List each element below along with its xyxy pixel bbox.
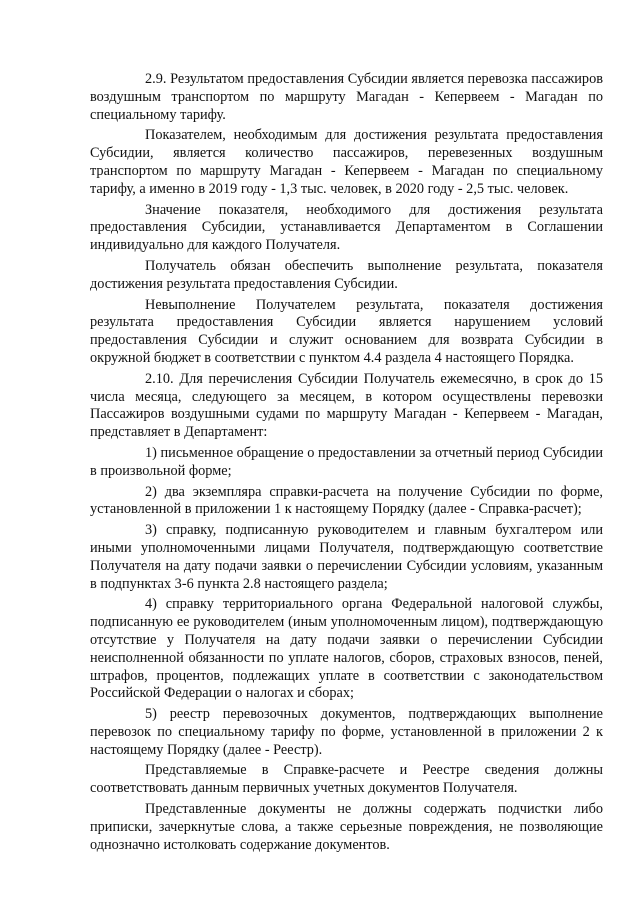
paragraph-data-consistency: Представляемые в Справке-расчете и Реестре сведения должны соответствовать данным первичных учетных документов Получателя. [90,762,603,797]
paragraph-no-corrections: Представленные документы не должны содержать подчистки либо приписки, зачеркнутые слова, а также серьезные повреждения, не позволяющие однозначно истолковать содержание документов. [90,801,603,853]
paragraph-recipient-obligation: Получатель обязан обеспечить выполнение результата, показателя достижения результата предоставления Субсидии. [90,257,603,292]
paragraph-2-10: 2.10. Для перечисления Субсидии Получатель ежемесячно, в срок до 15 числа месяца, следующего за месяцем, в котором осуществлены перевозки Пассажиров воздушными судами по маршруту Магадан - Кепервеем - Магадан, представляет в Департамент: [90,370,603,441]
document-body [90,71,603,854]
list-item-3: 3) справку, подписанную руководителем и главным бухгалтером или иными уполномоченными лицами Получателя, подтверждающую соответствие Получателя на дату подачи заявки о перечислении Субсидии условиям, указанным в подпунктах 3-6 пункта 2.8 настоящего раздела; [90,522,603,592]
paragraph-non-fulfillment: Невыполнение Получателем результата, показателя достижения результата предоставления Субсидии является нарушением условий предоставления Субсидии и служит основанием для возврата Субсидии в окружной бюджет в соответствии с пунктом 4.4 раздела 4 настоящего Порядка. [90,296,603,366]
list-item-5: 5) реестр перевозочных документов, подтверждающих выполнение перевозок по специальному тарифу по форме, установленной в приложении 2 к настоящему Порядку (далее - Реестр). [90,706,603,758]
list-item-4: 4) справку территориального органа Федеральной налоговой службы, подписанную ее руководителем (иным уполномоченным лицом), подтверждающую отсутствие у Получателя на дату подачи заявки о перечислении Субсидии неисполненной обязанности по уплате налогов, сборов, страховых взносов, пеней, штрафов, процентов, подлежащих уплате в соответствии с законодательством Российской Федерации о налогах и сборах; [90,596,603,702]
paragraph-2-9: 2.9. Результатом предоставления Субсидии является перевозка пассажиров воздушным транспортом по маршруту Магадан - Кепервеем - Магадан по специальному тарифу. [90,71,603,123]
list-item-2: 2) два экземпляра справки-расчета на получение Субсидии по форме, установленной в приложении 1 к настоящему Порядку (далее - Справка-расчет); [90,483,603,518]
paragraph-indicator: Показателем, необходимым для достижения результата предоставления Субсидии, является количество пассажиров, перевезенных воздушным транспортом по маршруту Магадан - Кепервеем - Магадан по специальному тарифу, а именно в 2019 году - 1,3 тыс. человек, в 2020 году - 2,5 тыс. человек. [90,127,603,197]
paragraph-indicator-value: Значение показателя, необходимого для достижения результата предоставления Субсидии, устанавливается Департаментом в Соглашении индивидуально для каждого Получателя. [90,201,603,254]
list-item-1: 1) письменное обращение о предоставлении за отчетный период Субсидии в произвольной форме; [90,444,603,479]
